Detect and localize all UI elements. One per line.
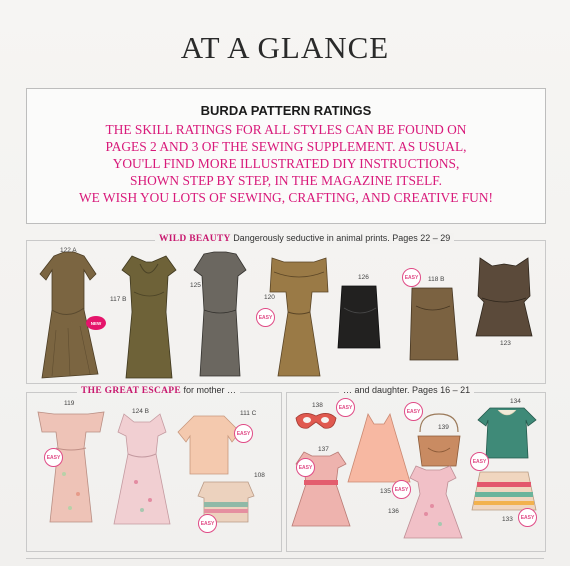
garment-dress-124b (108, 410, 176, 528)
item-number: 133 (502, 516, 513, 523)
easy-badge: EASY (256, 308, 275, 327)
item-number: 126 (358, 274, 369, 281)
garment-dress-136 (400, 462, 466, 542)
easy-badge: EASY (518, 508, 537, 527)
item-number: 118 B (428, 276, 445, 283)
item-number: 124 B (132, 408, 149, 415)
section-caption: … and daughter. Pages 16 – 21 (343, 385, 471, 395)
item-number: 139 (438, 424, 449, 431)
easy-badge: EASY (404, 402, 423, 421)
item-number: 137 (318, 446, 329, 453)
ratings-line: YOU'LL FIND MORE ILLUSTRATED DIY INSTRUCTIONS, (112, 156, 460, 171)
ratings-text (27, 121, 545, 206)
easy-badge: EASY (296, 458, 315, 477)
easy-badge: EASY (470, 452, 489, 471)
new-sticker: NEW (86, 316, 106, 330)
garment-mask-138 (294, 410, 338, 432)
garment-skirt-118b (406, 284, 460, 364)
item-number: 125 (190, 282, 201, 289)
item-number: 111 C (240, 410, 257, 417)
item-number: 136 (388, 508, 399, 515)
item-number: 123 (500, 340, 511, 347)
item-number: 108 (254, 472, 265, 479)
easy-badge: EASY (336, 398, 355, 417)
easy-badge: EASY (234, 424, 253, 443)
page-title: AT A GLANCE (180, 30, 390, 65)
ratings-line: WE WISH YOU LOTS OF SEWING, CRAFTING, AND CREATIVE FUN! (79, 190, 493, 205)
easy-badge: EASY (198, 514, 217, 533)
ratings-heading: BURDA PATTERN RATINGS (200, 103, 372, 118)
section-caption: Dangerously seductive in animal prints. Pages 22 – 29 (233, 233, 451, 243)
garment-skirt-133 (470, 470, 538, 512)
garment-dress-117b (118, 252, 180, 382)
item-number: 138 (312, 402, 323, 409)
item-number: 135 (380, 488, 391, 495)
ratings-line: SHOWN STEP BY STEP, IN THE MAGAZINE ITSELF. (130, 173, 442, 188)
easy-badge: EASY (44, 448, 63, 467)
bottom-divider (26, 558, 544, 559)
section-title: THE GREAT ESCAPE (81, 386, 181, 396)
item-number: 120 (264, 294, 275, 301)
item-number: 119 (64, 400, 75, 407)
ratings-line: PAGES 2 AND 3 OF THE SEWING SUPPLEMENT. AS USUAL, (105, 139, 467, 154)
easy-badge: EASY (392, 480, 411, 499)
item-number: 134 (510, 398, 521, 405)
daughter-header (339, 385, 474, 395)
section-title: WILD BEAUTY (159, 234, 231, 244)
garment-top-111c (176, 412, 242, 478)
section-caption: for mother … (183, 385, 237, 395)
great-escape-header (77, 385, 240, 396)
wild-beauty-header (155, 233, 454, 244)
garment-dress-125 (192, 250, 248, 380)
ratings-line: THE SKILL RATINGS FOR ALL STYLES CAN BE FOUND ON (105, 122, 467, 137)
ratings-box (26, 88, 546, 224)
garment-top-123 (472, 254, 536, 340)
garment-skirt-126 (336, 282, 382, 352)
easy-badge: EASY (402, 268, 421, 287)
item-number: 122 A (60, 247, 77, 254)
garment-dress-119 (34, 404, 108, 526)
item-number: 117 B (110, 296, 127, 303)
